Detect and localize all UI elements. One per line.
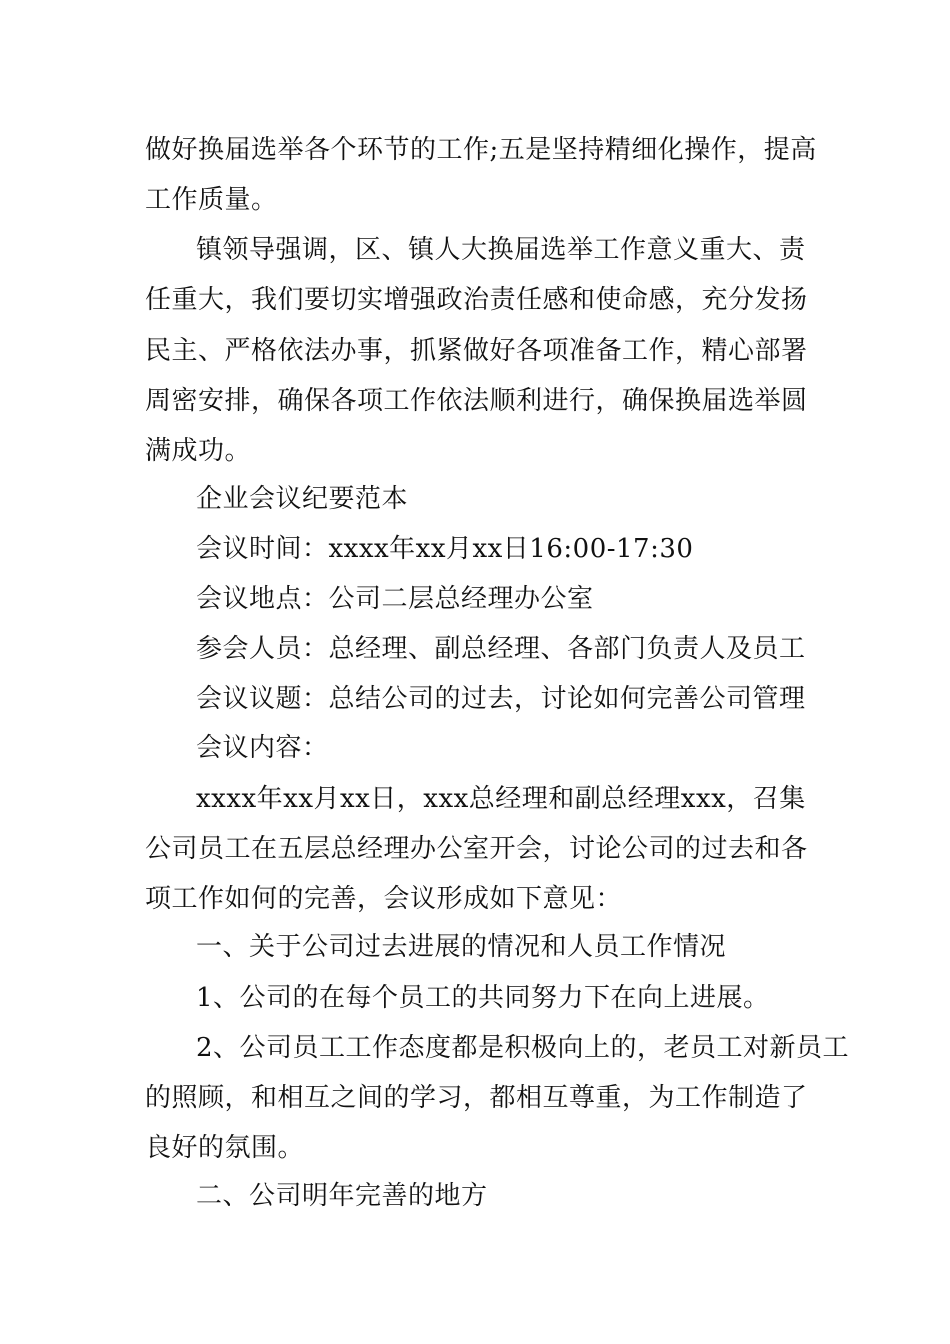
text-line: 任重大，我们要切实增强政治责任感和使命感，充分发扬 (145, 285, 808, 315)
text-line: 良好的氛围。 (145, 1133, 305, 1163)
meeting-location: 会议地点：公司二层总经理办公室 (196, 584, 594, 614)
text-line: 满成功。 (145, 436, 252, 466)
meeting-content-label: 会议内容： (196, 733, 329, 763)
meeting-time: 会议时间：xxxx年xx月xx日16:00-17:30 (196, 534, 694, 564)
section-heading: 一、关于公司过去进展的情况和人员工作情况 (196, 932, 727, 962)
text-line: 项工作如何的完善，会议形成如下意见： (145, 884, 623, 914)
text-line: 民主、严格依法办事，抓紧做好各项准备工作，精心部署 (145, 336, 808, 366)
section-title: 企业会议纪要范本 (196, 484, 409, 514)
meeting-topic: 会议议题：总结公司的过去，讨论如何完善公司管理 (196, 684, 806, 714)
text-line: 的照顾，和相互之间的学习，都相互尊重，为工作制造了 (145, 1083, 808, 1113)
text-line: 周密安排，确保各项工作依法顺利进行，确保换届选举圆 (145, 386, 808, 416)
text-line: 工作质量。 (145, 185, 278, 215)
meeting-attendees: 参会人员：总经理、副总经理、各部门负责人及员工 (196, 634, 806, 664)
text-line: 做好换届选举各个环节的工作;五是坚持精细化操作，提高 (145, 135, 817, 165)
list-item: 1、公司的在每个员工的共同努力下在向上进展。 (196, 983, 770, 1013)
text-line: 镇领导强调，区、镇人大换届选举工作意义重大、责 (196, 235, 806, 265)
text-line: xxxx年xx月xx日，xxx总经理和副总经理xxx，召集 (196, 784, 806, 814)
text-line: 公司员工在五层总经理办公室开会，讨论公司的过去和各 (145, 834, 808, 864)
list-item: 2、公司员工工作态度都是积极向上的，老员工对新员工 (196, 1033, 850, 1063)
section-heading: 二、公司明年完善的地方 (196, 1181, 488, 1211)
